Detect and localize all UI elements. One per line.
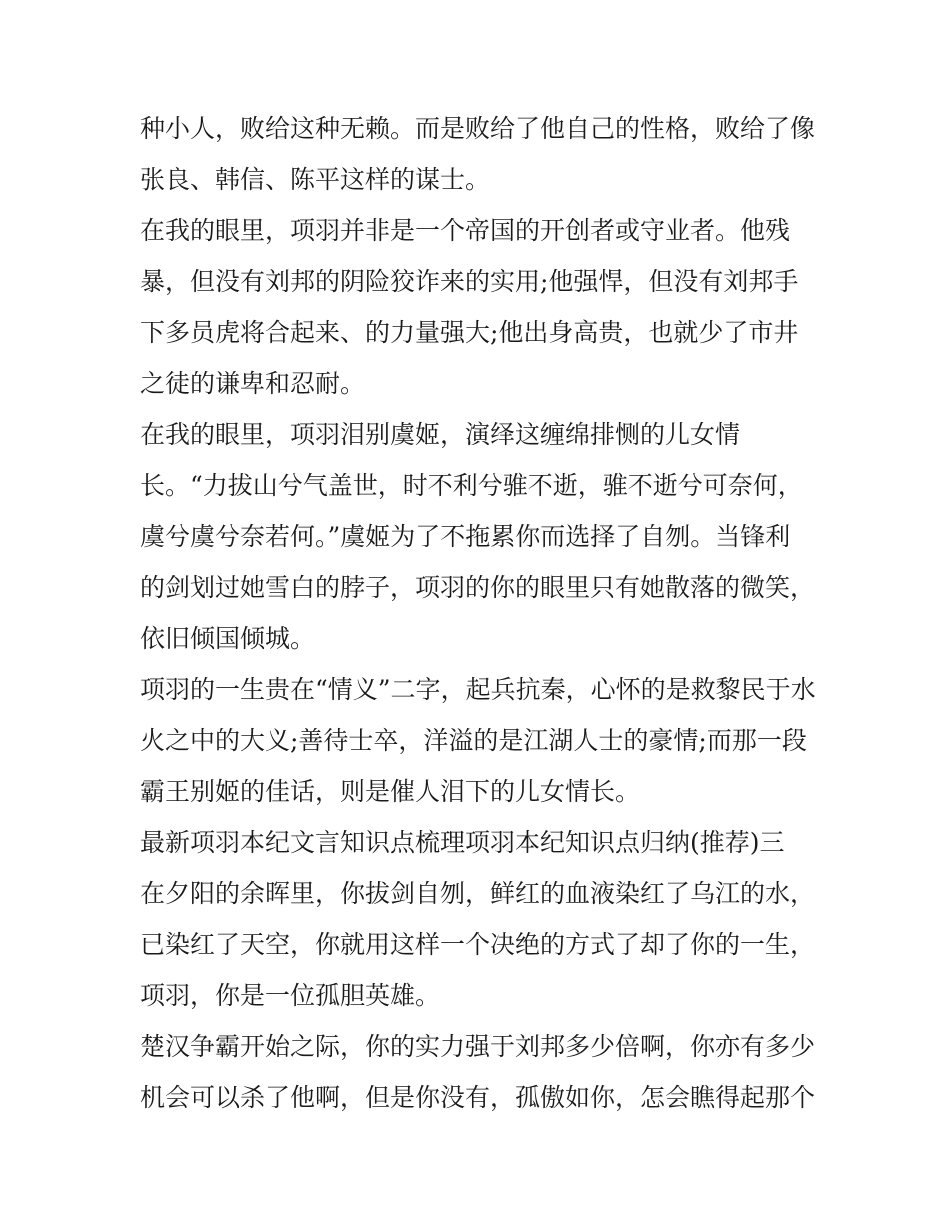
text-line: 项羽，你是一位孤胆英雄。 (140, 981, 441, 1010)
text-line: 暴，但没有刘邦的阴险狡诈来的实用;他强悍，但没有刘邦手 (140, 267, 799, 296)
text-line: 种小人，败给这种无赖。而是败给了他自己的性格，败给了像 (140, 114, 816, 143)
text-line: 火之中的大义;善待士卒，洋溢的是江湖人士的豪情;而那一段 (140, 726, 807, 755)
text-line: 在我的眼里，项羽泪别虞姬，演绎这缠绵排恻的儿女情 (140, 420, 741, 449)
text-line: 的剑划过她雪白的脖子，项羽的你的眼里只有她散落的微笑， (140, 573, 816, 602)
text-line: 已染红了天空，你就用这样一个决绝的方式了却了你的一生， (140, 930, 816, 959)
document-body (140, 103, 830, 1123)
text-line: 项羽的一生贵在“情义”二字，起兵抗秦，心怀的是救黎民于水 (140, 675, 816, 704)
text-line: 依旧倾国倾城。 (140, 624, 316, 653)
text-line: 机会可以杀了他啊，但是你没有，孤傲如你，怎会瞧得起那个 (140, 1083, 816, 1112)
text-line: 在我的眼里，项羽并非是一个帝国的开创者或守业者。他残 (140, 216, 791, 245)
text-line: 长。“力拔山兮气盖世，时不利兮骓不逝，骓不逝兮可奈何， (140, 471, 803, 500)
text-line: 最新项羽本纪文言知识点梳理项羽本纪知识点归纳(推荐)三 (140, 828, 785, 857)
text-line: 张良、韩信、陈平这样的谋士。 (140, 165, 491, 194)
text-line: 下多员虎将合起来、的力量强大;他出身高贵，也就少了市井 (140, 318, 799, 347)
text-line: 之徒的谦卑和忍耐。 (140, 369, 366, 398)
text-line: 霸王别姬的佳话，则是催人泪下的儿女情长。 (140, 777, 641, 806)
text-line: 楚汉争霸开始之际，你的实力强于刘邦多少倍啊，你亦有多少 (140, 1032, 816, 1061)
text-line: 虞兮虞兮奈若何。”虞姬为了不拖累你而选择了自刎。当锋利 (140, 522, 791, 551)
text-line: 在夕阳的余晖里，你拔剑自刎，鲜红的血液染红了乌江的水， (140, 879, 816, 908)
